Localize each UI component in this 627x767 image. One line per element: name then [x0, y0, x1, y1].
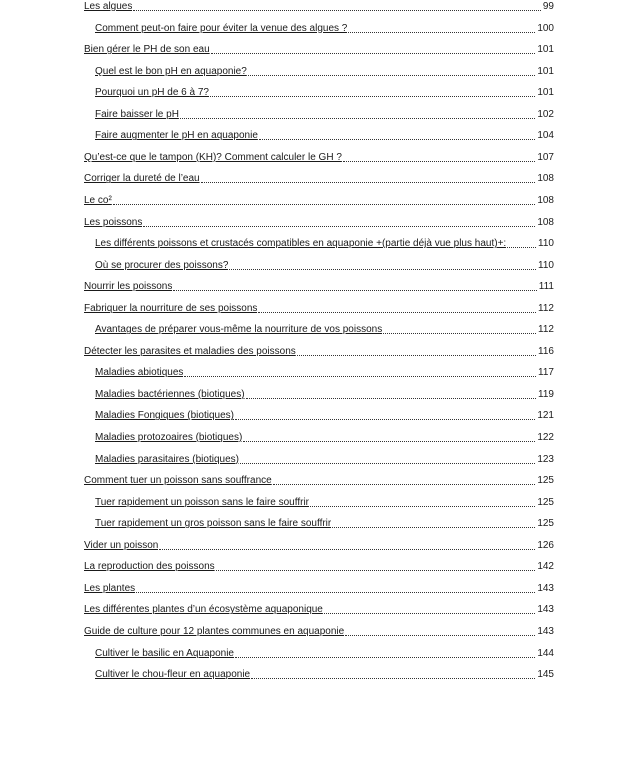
dot-leader — [343, 161, 535, 162]
toc-entry[interactable] — [84, 169, 554, 185]
toc-subentry[interactable] — [95, 665, 554, 681]
toc-subentry[interactable] — [95, 644, 554, 660]
toc-subentry[interactable] — [95, 19, 554, 35]
toc-entry-title: Qu’est-ce que le tampon (KH)? Comment calculer le GH ? — [84, 151, 342, 163]
toc-entry-title: Les plantes — [84, 582, 136, 594]
toc-entry-title: Guide de culture pour 12 plantes communes en aquaponie — [84, 626, 345, 637]
dot-leader — [243, 441, 535, 442]
dot-leader — [251, 678, 535, 679]
toc-entry-title: Corriger la dureté de l’eau — [84, 173, 200, 185]
toc-entry-title: Maladies Fongiques (biotiques) — [95, 410, 234, 422]
toc-page-number: 102 — [537, 108, 554, 120]
toc-page-number: 101 — [537, 65, 554, 77]
toc-page-number: 143 — [537, 582, 554, 594]
toc-entry-title: Cultiver le chou-fleur en aquaponie — [95, 669, 251, 681]
dot-leader — [259, 139, 535, 140]
toc-entry[interactable] — [84, 277, 554, 293]
toc-entry-title: Tuer rapidement un poisson sans le faire souffrir — [95, 496, 309, 508]
dot-leader — [133, 10, 541, 11]
toc-entry-title: Maladies abiotiques — [95, 367, 184, 379]
dot-leader — [383, 333, 536, 334]
toc-page-number: 112 — [538, 324, 554, 336]
toc-entry[interactable] — [84, 600, 554, 616]
dot-leader — [216, 570, 536, 571]
toc-entry-title: Avantages de préparer vous-même la nourriture de vos poissons — [95, 324, 383, 336]
toc-entry[interactable] — [84, 191, 554, 207]
dot-leader — [348, 32, 535, 33]
toc-entry-title: Les algues — [84, 1, 133, 12]
toc-subentry[interactable] — [95, 105, 554, 121]
toc-page-number: 110 — [538, 238, 554, 250]
toc-entry[interactable] — [84, 536, 554, 552]
toc-entry-title: Les poissons — [84, 216, 143, 228]
toc-entry-title: Nourrir les poissons — [84, 281, 173, 293]
toc-page-number: 144 — [537, 647, 554, 659]
toc-entry-title: Faire baisser le pH — [95, 108, 179, 120]
toc-entry-title: Maladies parasitaires (biotiques) — [95, 453, 239, 465]
dot-leader — [345, 635, 535, 636]
toc-page-number: 145 — [537, 669, 554, 681]
dot-leader — [211, 53, 536, 54]
dot-leader — [310, 506, 535, 507]
dot-leader — [113, 204, 536, 205]
dot-leader — [143, 226, 535, 227]
toc-subentry[interactable] — [95, 62, 554, 78]
toc-page-number: 108 — [537, 195, 554, 206]
toc-page-number: 101 — [537, 87, 554, 99]
dot-leader — [184, 376, 536, 377]
dot-leader — [507, 247, 536, 248]
dot-leader — [136, 592, 535, 593]
toc-subentry[interactable] — [95, 363, 554, 379]
dot-leader — [180, 118, 535, 119]
toc-entry[interactable] — [84, 299, 554, 315]
dot-leader — [229, 269, 536, 270]
toc-page-number: 125 — [537, 496, 554, 508]
toc-page-number: 117 — [538, 367, 554, 379]
toc-entry[interactable] — [84, 213, 554, 229]
toc-page-number: 119 — [538, 388, 554, 400]
toc-entry[interactable] — [84, 471, 554, 487]
toc-page-number: 116 — [538, 345, 554, 357]
toc-entry-title: Où se procurer des poissons? — [95, 259, 229, 271]
toc-page-number: 143 — [537, 604, 554, 616]
toc-subentry[interactable] — [95, 256, 554, 272]
dot-leader — [246, 398, 537, 399]
toc-entry-title: Les différentes plantes d’un écosystème aquaponique — [84, 604, 323, 616]
dot-leader — [235, 657, 535, 658]
toc-page-number: 112 — [538, 302, 554, 314]
dot-leader — [258, 312, 536, 313]
toc-page-number: 110 — [538, 259, 554, 271]
toc-entry-title: Comment peut-on faire pour éviter la venue des algues ? — [95, 22, 348, 34]
toc-entry-title: Quel est le bon pH en aquaponie? — [95, 65, 247, 77]
toc-entry[interactable] — [84, 622, 554, 638]
dot-leader — [235, 419, 535, 420]
toc-page-number: 104 — [537, 130, 554, 142]
toc-page-number: 122 — [537, 432, 554, 443]
toc-entry-title: La reproduction des poissons — [84, 561, 215, 573]
toc-subentry[interactable] — [95, 320, 554, 336]
toc-subentry[interactable] — [95, 450, 554, 466]
dot-leader — [201, 182, 536, 183]
toc-page-number: 100 — [537, 22, 554, 34]
toc-entry-title: Vider un poisson — [84, 539, 159, 551]
toc-entry[interactable] — [84, 0, 554, 13]
toc-entry[interactable] — [84, 557, 554, 573]
dot-leader — [240, 463, 535, 464]
dot-leader — [297, 355, 536, 356]
dot-leader — [332, 527, 535, 528]
dot-leader — [273, 484, 536, 485]
toc-page-number: 125 — [537, 475, 554, 487]
toc-page-number: 111 — [538, 281, 554, 293]
toc-page-number: 99 — [542, 1, 554, 12]
toc-entry-title: Les différents poissons et crustacés compatibles en aquaponie +(partie déjà vue plus haut)+: — [95, 238, 507, 250]
toc-entry[interactable] — [84, 148, 554, 164]
toc-entry-title: Comment tuer un poisson sans souffrance — [84, 475, 272, 487]
toc-entry-title: Maladies bactériennes (biotiques) — [95, 388, 245, 400]
toc-page-number: 121 — [537, 410, 554, 422]
toc-page-number: 108 — [537, 173, 554, 185]
toc-entry[interactable] — [84, 579, 554, 595]
toc-page-number: 125 — [537, 518, 554, 530]
toc-page-number: 107 — [537, 151, 554, 163]
toc-page-number: 142 — [537, 561, 554, 573]
toc-subentry[interactable] — [95, 126, 554, 142]
toc-subentry[interactable] — [95, 385, 554, 401]
toc-subentry[interactable] — [95, 406, 554, 422]
toc-entry-title: Pourquoi un pH de 6 à 7? — [95, 87, 209, 99]
toc-subentry[interactable] — [95, 514, 554, 530]
toc-subentry[interactable] — [95, 428, 554, 444]
toc-entry[interactable] — [84, 342, 554, 358]
toc-subentry[interactable] — [95, 493, 554, 509]
toc-page-number: 108 — [537, 216, 554, 228]
toc-entry-title: Le co² — [84, 195, 112, 206]
toc-entry-title: Maladies protozoaires (biotiques) — [95, 432, 243, 443]
toc-page-number: 126 — [537, 539, 554, 551]
dot-leader — [173, 290, 536, 291]
toc-entry-title: Faire augmenter le pH en aquaponie — [95, 130, 258, 142]
toc-page-number: 123 — [537, 453, 554, 465]
dot-leader — [159, 549, 535, 550]
toc-entry[interactable] — [84, 40, 554, 56]
toc-entry-title: Cultiver le basilic en Aquaponie — [95, 647, 234, 659]
toc-entry-title: Fabriquer la nourriture de ses poissons — [84, 302, 258, 314]
toc-page-number: 101 — [537, 44, 554, 56]
toc-subentry[interactable] — [95, 234, 554, 250]
dot-leader — [210, 96, 535, 97]
toc-entry-title: Détecter les parasites et maladies des poissons — [84, 345, 296, 357]
toc-subentry[interactable] — [95, 83, 554, 99]
dot-leader — [324, 613, 535, 614]
toc-entry-title: Tuer rapidement un gros poisson sans le faire souffrir — [95, 518, 332, 530]
toc-entry-title: Bien gérer le PH de son eau — [84, 44, 210, 56]
toc-page-number: 143 — [537, 626, 554, 637]
dot-leader — [248, 75, 536, 76]
